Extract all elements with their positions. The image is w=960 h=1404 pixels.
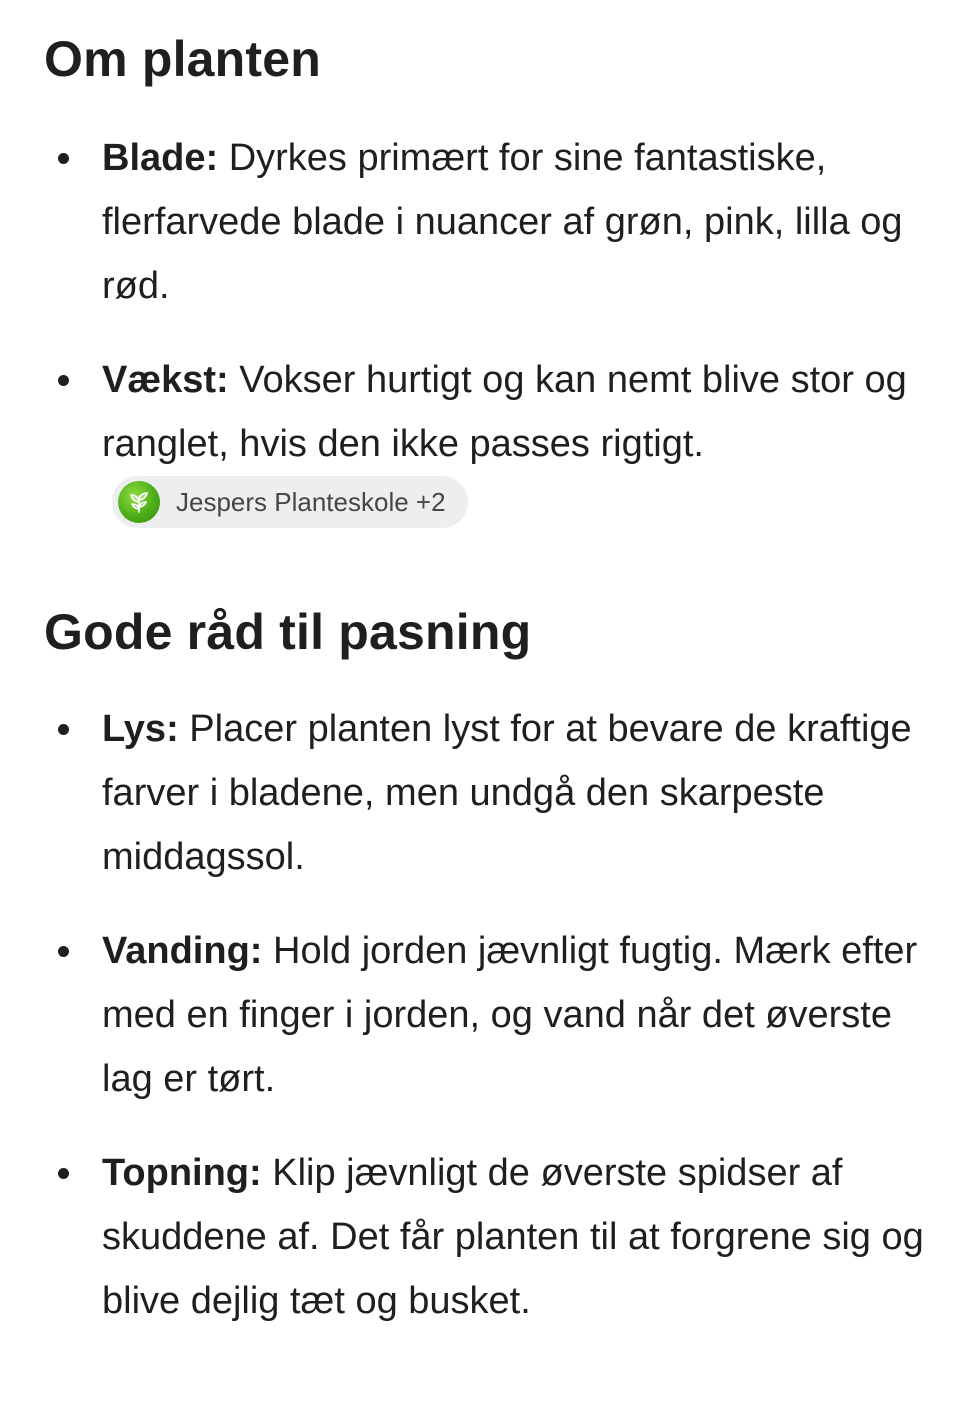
answer-content: [44, 24, 924, 1333]
section-heading-care: Gode råd til pasning: [44, 604, 532, 660]
text-light: Placer planten lyst for at bevare de kraftige farver i bladene, men undgå den skarpeste middagssol.: [102, 708, 912, 878]
text-growth: Vokser hurtigt og kan nemt blive stor og ranglet, hvis den ikke passes rigtigt.: [102, 359, 907, 465]
term-light: Lys:: [102, 708, 179, 750]
term-pinching: Topning:: [102, 1152, 262, 1194]
leaf-logo-icon: [118, 481, 160, 523]
list-item-leaves: [44, 126, 924, 318]
term-leaves: Blade:: [102, 137, 219, 179]
bullet-icon: [58, 375, 69, 386]
text-pinching: Klip jævnligt de øverste spidser af skuddene af. Det får planten til at forgrene sig og blive dejlig tæt og busket.: [102, 1152, 924, 1322]
term-growth: Vækst:: [102, 359, 229, 401]
bullet-icon: [58, 724, 69, 735]
term-watering: Vanding:: [102, 930, 263, 972]
text-leaves: Dyrkes primært for sine fantastiske, flerfarvede blade i nuancer af grøn, pink, lilla og rød.: [102, 137, 903, 307]
section-heading-about: Om planten: [44, 31, 322, 87]
bullet-icon: [58, 1168, 69, 1179]
list-item-light: [44, 697, 924, 889]
list-item-growth: [44, 348, 924, 541]
about-list: [44, 126, 924, 541]
text-watering: Hold jorden jævnligt fugtig. Mærk efter med en finger i jorden, og vand når det øverste lag er tørt.: [102, 930, 918, 1100]
bullet-icon: [58, 946, 69, 957]
source-chip-label: Jespers Planteskole +2: [176, 487, 446, 517]
list-item-pinching: [44, 1141, 924, 1333]
care-list: [44, 697, 924, 1333]
list-item-watering: [44, 919, 924, 1111]
source-chip[interactable]: [112, 476, 468, 528]
bullet-icon: [58, 153, 69, 164]
